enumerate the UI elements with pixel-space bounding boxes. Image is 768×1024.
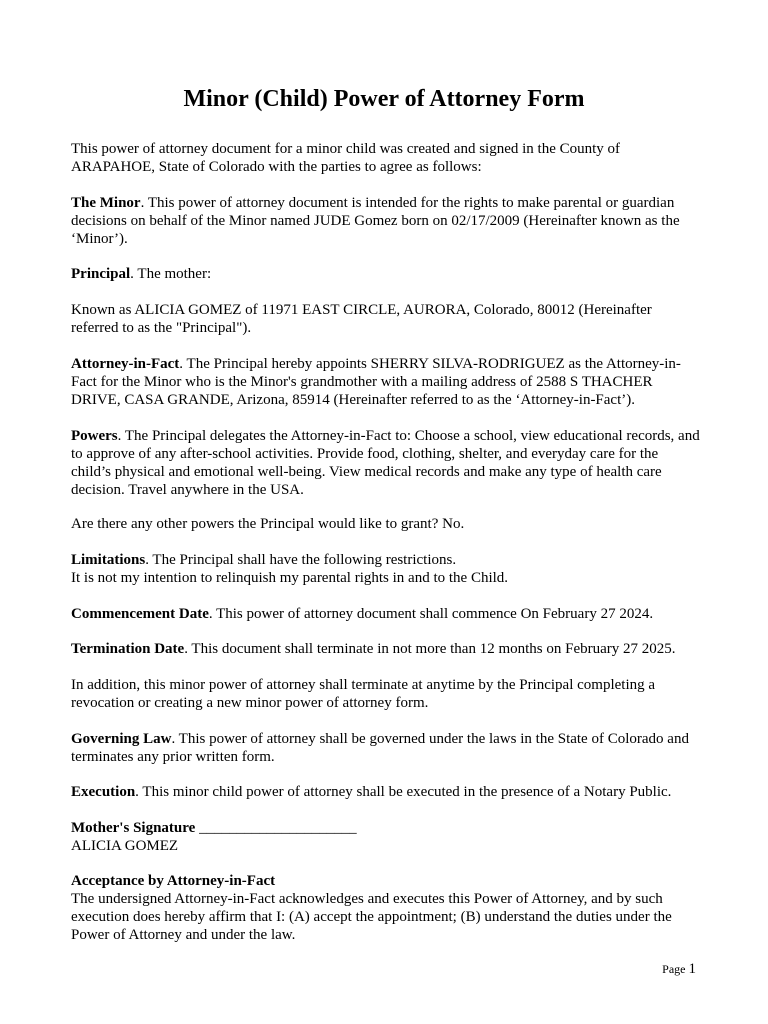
governing-law-heading: Governing Law	[71, 731, 172, 747]
limitations-section	[71, 551, 701, 587]
other-powers-paragraph: Are there any other powers the Principal would like to grant? No.	[71, 516, 465, 532]
page-label: Page	[662, 962, 686, 976]
termination-text: . This document shall terminate in not more than 12 months on February 27 2025.	[184, 641, 676, 657]
powers-section	[71, 427, 701, 499]
minor-section	[71, 194, 701, 248]
commencement-text: . This power of attorney document shall commence On February 27 2024.	[208, 606, 654, 622]
principal-section	[71, 265, 701, 283]
limitations-detail: It is not my intention to relinquish my parental rights in and to the Child.	[71, 570, 509, 586]
attorney-in-fact-section	[71, 355, 701, 409]
signature-block	[71, 819, 701, 855]
powers-heading: Powers	[71, 428, 118, 444]
signature-label: Mother's Signature	[71, 820, 196, 836]
principal-heading: Principal	[71, 266, 131, 282]
principal-text: . The mother:	[130, 266, 212, 282]
signature-name: ALICIA GOMEZ	[71, 838, 179, 854]
limitations-text: . The Principal shall have the following restrictions.	[145, 552, 457, 568]
execution-section	[71, 783, 701, 801]
principal-details: Known as ALICIA GOMEZ of 11971 EAST CIRCLE, AURORA, Colorado, 80012 (Hereinafter referred to as the "Principal").	[71, 302, 652, 336]
acceptance-text: The undersigned Attorney-in-Fact acknowledges and executes this Power of Attorney, and by such execution does hereby affirm that I: (A) accept the appointment; (B) understand the duties under the Power of Attorney and under the law.	[71, 891, 672, 943]
commencement-heading: Commencement Date	[71, 606, 209, 622]
page-number-value: 1	[688, 961, 696, 977]
governing-law-text: . This power of attorney shall be governed under the laws in the State of Colorado and terminates any prior written form.	[71, 731, 689, 765]
governing-law-section	[71, 730, 701, 766]
limitations-heading: Limitations	[71, 552, 146, 568]
intro-paragraph: This power of attorney document for a minor child was created and signed in the County of ARAPAHOE, State of Colorado with the parties to agree as follows:	[71, 141, 621, 175]
commencement-section	[71, 605, 701, 623]
page-number	[662, 960, 696, 978]
termination-section	[71, 640, 701, 658]
minor-heading: The Minor	[71, 195, 141, 211]
minor-text: . This power of attorney document is intended for the rights to make parental or guardian decisions on behalf of the Minor named JUDE Gomez born on 02/17/2009 (Hereinafter known as the ‘Minor’).	[71, 195, 680, 247]
acceptance-heading: Acceptance by Attorney-in-Fact	[71, 873, 276, 889]
termination-heading: Termination Date	[71, 641, 185, 657]
execution-heading: Execution	[71, 784, 136, 800]
acceptance-section	[71, 872, 701, 944]
execution-text: . This minor child power of attorney shall be executed in the presence of a Notary Public.	[135, 784, 672, 800]
attorney-in-fact-heading: Attorney-in-Fact	[71, 356, 180, 372]
signature-line: _____________________	[195, 820, 357, 836]
addition-paragraph: In addition, this minor power of attorney shall terminate at anytime by the Principal completing a revocation or creating a new minor power of attorney form.	[71, 677, 656, 711]
powers-text: . The Principal delegates the Attorney-in-Fact to: Choose a school, view educational records, and to approve of any after-school activities. Provide food, clothing, shelter, and everyday care for the child’s physical and emotional well-being. View medical records and make any type of health care decision. Travel anywhere in the USA.	[71, 428, 700, 498]
attorney-in-fact-text: . The Principal hereby appoints SHERRY SILVA-RODRIGUEZ as the Attorney-in-Fact for the Minor who is the Minor's grandmother with a mailing address of 2588 S THACHER DRIVE, CASA GRANDE, Arizona, 85914 (Hereinafter referred to as the ‘Attorney-in-Fact’).	[71, 356, 681, 408]
document-title: Minor (Child) Power of Attorney Form	[183, 86, 585, 112]
